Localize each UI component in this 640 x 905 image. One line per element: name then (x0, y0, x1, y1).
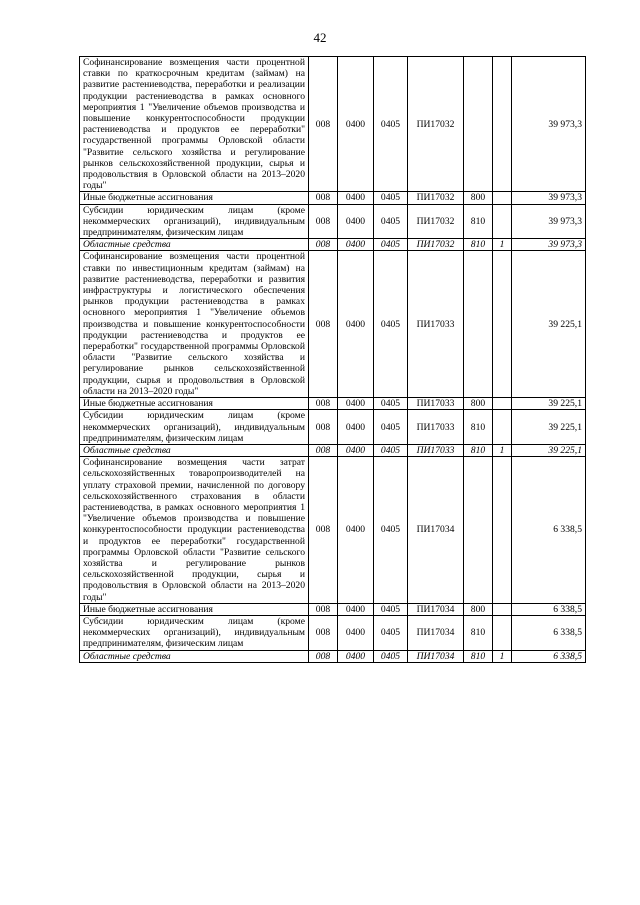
section-code: 0400 (338, 615, 374, 650)
expense-type-code: 810 (464, 239, 493, 251)
page-number: 42 (313, 30, 327, 45)
target-article-code: ПИ17032 (408, 239, 464, 251)
table-row (80, 57, 586, 192)
table-row (80, 239, 586, 251)
target-article-code: ПИ17034 (408, 615, 464, 650)
funding-source-code (493, 192, 512, 204)
table-row (80, 251, 586, 398)
expense-type-code: 800 (464, 192, 493, 204)
table-row (80, 615, 586, 650)
amount: 39 225,1 (512, 410, 586, 445)
section-code: 0400 (338, 650, 374, 662)
ministry-code: 008 (309, 398, 338, 410)
ministry-code: 008 (309, 239, 338, 251)
budget-table (79, 56, 586, 663)
row-name: Областные средства (80, 444, 309, 456)
ministry-code: 008 (309, 410, 338, 445)
funding-source-code: 1 (493, 239, 512, 251)
table-row (80, 192, 586, 204)
target-article-code: ПИ17033 (408, 398, 464, 410)
amount: 6 338,5 (512, 615, 586, 650)
funding-source-code: 1 (493, 650, 512, 662)
section-code: 0400 (338, 410, 374, 445)
target-article-code: ПИ17033 (408, 410, 464, 445)
subsection-code: 0405 (374, 57, 408, 192)
row-name: Областные средства (80, 650, 309, 662)
table-row (80, 204, 586, 239)
amount: 39 973,3 (512, 239, 586, 251)
row-name: Софинансирование возмещения части затрат сельскохозяйственных товаропроизводителей на уплату страховой премии, начисленной по договору сельскохозяйственного страхования в области растениеводства, в рамках основного мероприятия 1 "Увеличение объемов производства и повышение конкурентоспособности продукции растениеводства и продуктов ее переработки" государственной программы Орловской области "Развитие сельского хозяйства и регулирование рынков сельскохозяйственной продукции, сырья и продовольствия в Орловской области на 2013–2020 годы" (80, 457, 309, 604)
table-row (80, 398, 586, 410)
amount: 39 973,3 (512, 192, 586, 204)
expense-type-code: 810 (464, 410, 493, 445)
target-article-code: ПИ17033 (408, 444, 464, 456)
amount: 6 338,5 (512, 603, 586, 615)
funding-source-code (493, 410, 512, 445)
section-code: 0400 (338, 239, 374, 251)
ministry-code: 008 (309, 57, 338, 192)
funding-source-code: 1 (493, 444, 512, 456)
table-row (80, 444, 586, 456)
target-article-code: ПИ17034 (408, 650, 464, 662)
target-article-code: ПИ17034 (408, 457, 464, 604)
subsection-code: 0405 (374, 444, 408, 456)
ministry-code: 008 (309, 650, 338, 662)
expense-type-code: 810 (464, 615, 493, 650)
funding-source-code (493, 457, 512, 604)
expense-type-code (464, 251, 493, 398)
section-code: 0400 (338, 251, 374, 398)
ministry-code: 008 (309, 251, 338, 398)
funding-source-code (493, 603, 512, 615)
expense-type-code: 810 (464, 444, 493, 456)
expense-type-code (464, 57, 493, 192)
amount: 39 973,3 (512, 57, 586, 192)
subsection-code: 0405 (374, 204, 408, 239)
row-name: Субсидии юридическим лицам (кроме некоммерческих организаций), индивидуальным предпринимателям, физическим лицам (80, 615, 309, 650)
target-article-code: ПИ17034 (408, 603, 464, 615)
amount: 6 338,5 (512, 650, 586, 662)
section-code: 0400 (338, 398, 374, 410)
subsection-code: 0405 (374, 192, 408, 204)
amount: 39 973,3 (512, 204, 586, 239)
funding-source-code (493, 615, 512, 650)
ministry-code: 008 (309, 192, 338, 204)
subsection-code: 0405 (374, 410, 408, 445)
funding-source-code (493, 398, 512, 410)
subsection-code: 0405 (374, 615, 408, 650)
table-row (80, 650, 586, 662)
row-name: Областные средства (80, 239, 309, 251)
funding-source-code (493, 204, 512, 239)
section-code: 0400 (338, 444, 374, 456)
section-code: 0400 (338, 457, 374, 604)
amount: 39 225,1 (512, 398, 586, 410)
expense-type-code: 800 (464, 398, 493, 410)
funding-source-code (493, 251, 512, 398)
expense-type-code: 800 (464, 603, 493, 615)
table-row (80, 457, 586, 604)
row-name: Иные бюджетные ассигнования (80, 398, 309, 410)
row-name: Софинансирование возмещения части процентной ставки по инвестиционным кредитам (займам) на развитие растениеводства, переработки и развития инфраструктуры и логистического обеспечения рынков продукции растениеводства в рамках основного мероприятия 1 "Увеличение объемов производства и повышение конкурентоспособности продукции растениеводства и продуктов ее переработки" государственной программы Орловской области "Развитие сельского хозяйства и регулирование рынков сельскохозяйственной продукции, сырья и продовольствия в Орловской области на 2013–2020 годы" (80, 251, 309, 398)
expense-type-code: 810 (464, 650, 493, 662)
section-code: 0400 (338, 603, 374, 615)
amount: 39 225,1 (512, 444, 586, 456)
amount: 39 225,1 (512, 251, 586, 398)
ministry-code: 008 (309, 204, 338, 239)
subsection-code: 0405 (374, 650, 408, 662)
table-row (80, 603, 586, 615)
section-code: 0400 (338, 192, 374, 204)
subsection-code: 0405 (374, 239, 408, 251)
section-code: 0400 (338, 204, 374, 239)
ministry-code: 008 (309, 603, 338, 615)
target-article-code: ПИ17033 (408, 251, 464, 398)
expense-type-code (464, 457, 493, 604)
row-name: Субсидии юридическим лицам (кроме некоммерческих организаций), индивидуальным предпринимателям, физическим лицам (80, 204, 309, 239)
row-name: Иные бюджетные ассигнования (80, 603, 309, 615)
target-article-code: ПИ17032 (408, 204, 464, 239)
ministry-code: 008 (309, 457, 338, 604)
ministry-code: 008 (309, 615, 338, 650)
subsection-code: 0405 (374, 457, 408, 604)
table-row (80, 410, 586, 445)
target-article-code: ПИ17032 (408, 57, 464, 192)
expense-type-code: 810 (464, 204, 493, 239)
row-name: Иные бюджетные ассигнования (80, 192, 309, 204)
target-article-code: ПИ17032 (408, 192, 464, 204)
amount: 6 338,5 (512, 457, 586, 604)
subsection-code: 0405 (374, 398, 408, 410)
subsection-code: 0405 (374, 603, 408, 615)
ministry-code: 008 (309, 444, 338, 456)
subsection-code: 0405 (374, 251, 408, 398)
row-name: Субсидии юридическим лицам (кроме некоммерческих организаций), индивидуальным предпринимателям, физическим лицам (80, 410, 309, 445)
funding-source-code (493, 57, 512, 192)
section-code: 0400 (338, 57, 374, 192)
row-name: Софинансирование возмещения части процентной ставки по краткосрочным кредитам (займам) на развитие растениеводства, переработки и реализации продукции растениеводства в рамках основного мероприятия 1 "Увеличение объемов производства и повышение конкурентоспособности продукции растениеводства и продуктов ее переработки" государственной программы Орловской области "Развитие сельского хозяйства и регулирование рынков сельскохозяйственной продукции, сырья и продовольствия в Орловской области на 2013–2020 годы" (80, 57, 309, 192)
